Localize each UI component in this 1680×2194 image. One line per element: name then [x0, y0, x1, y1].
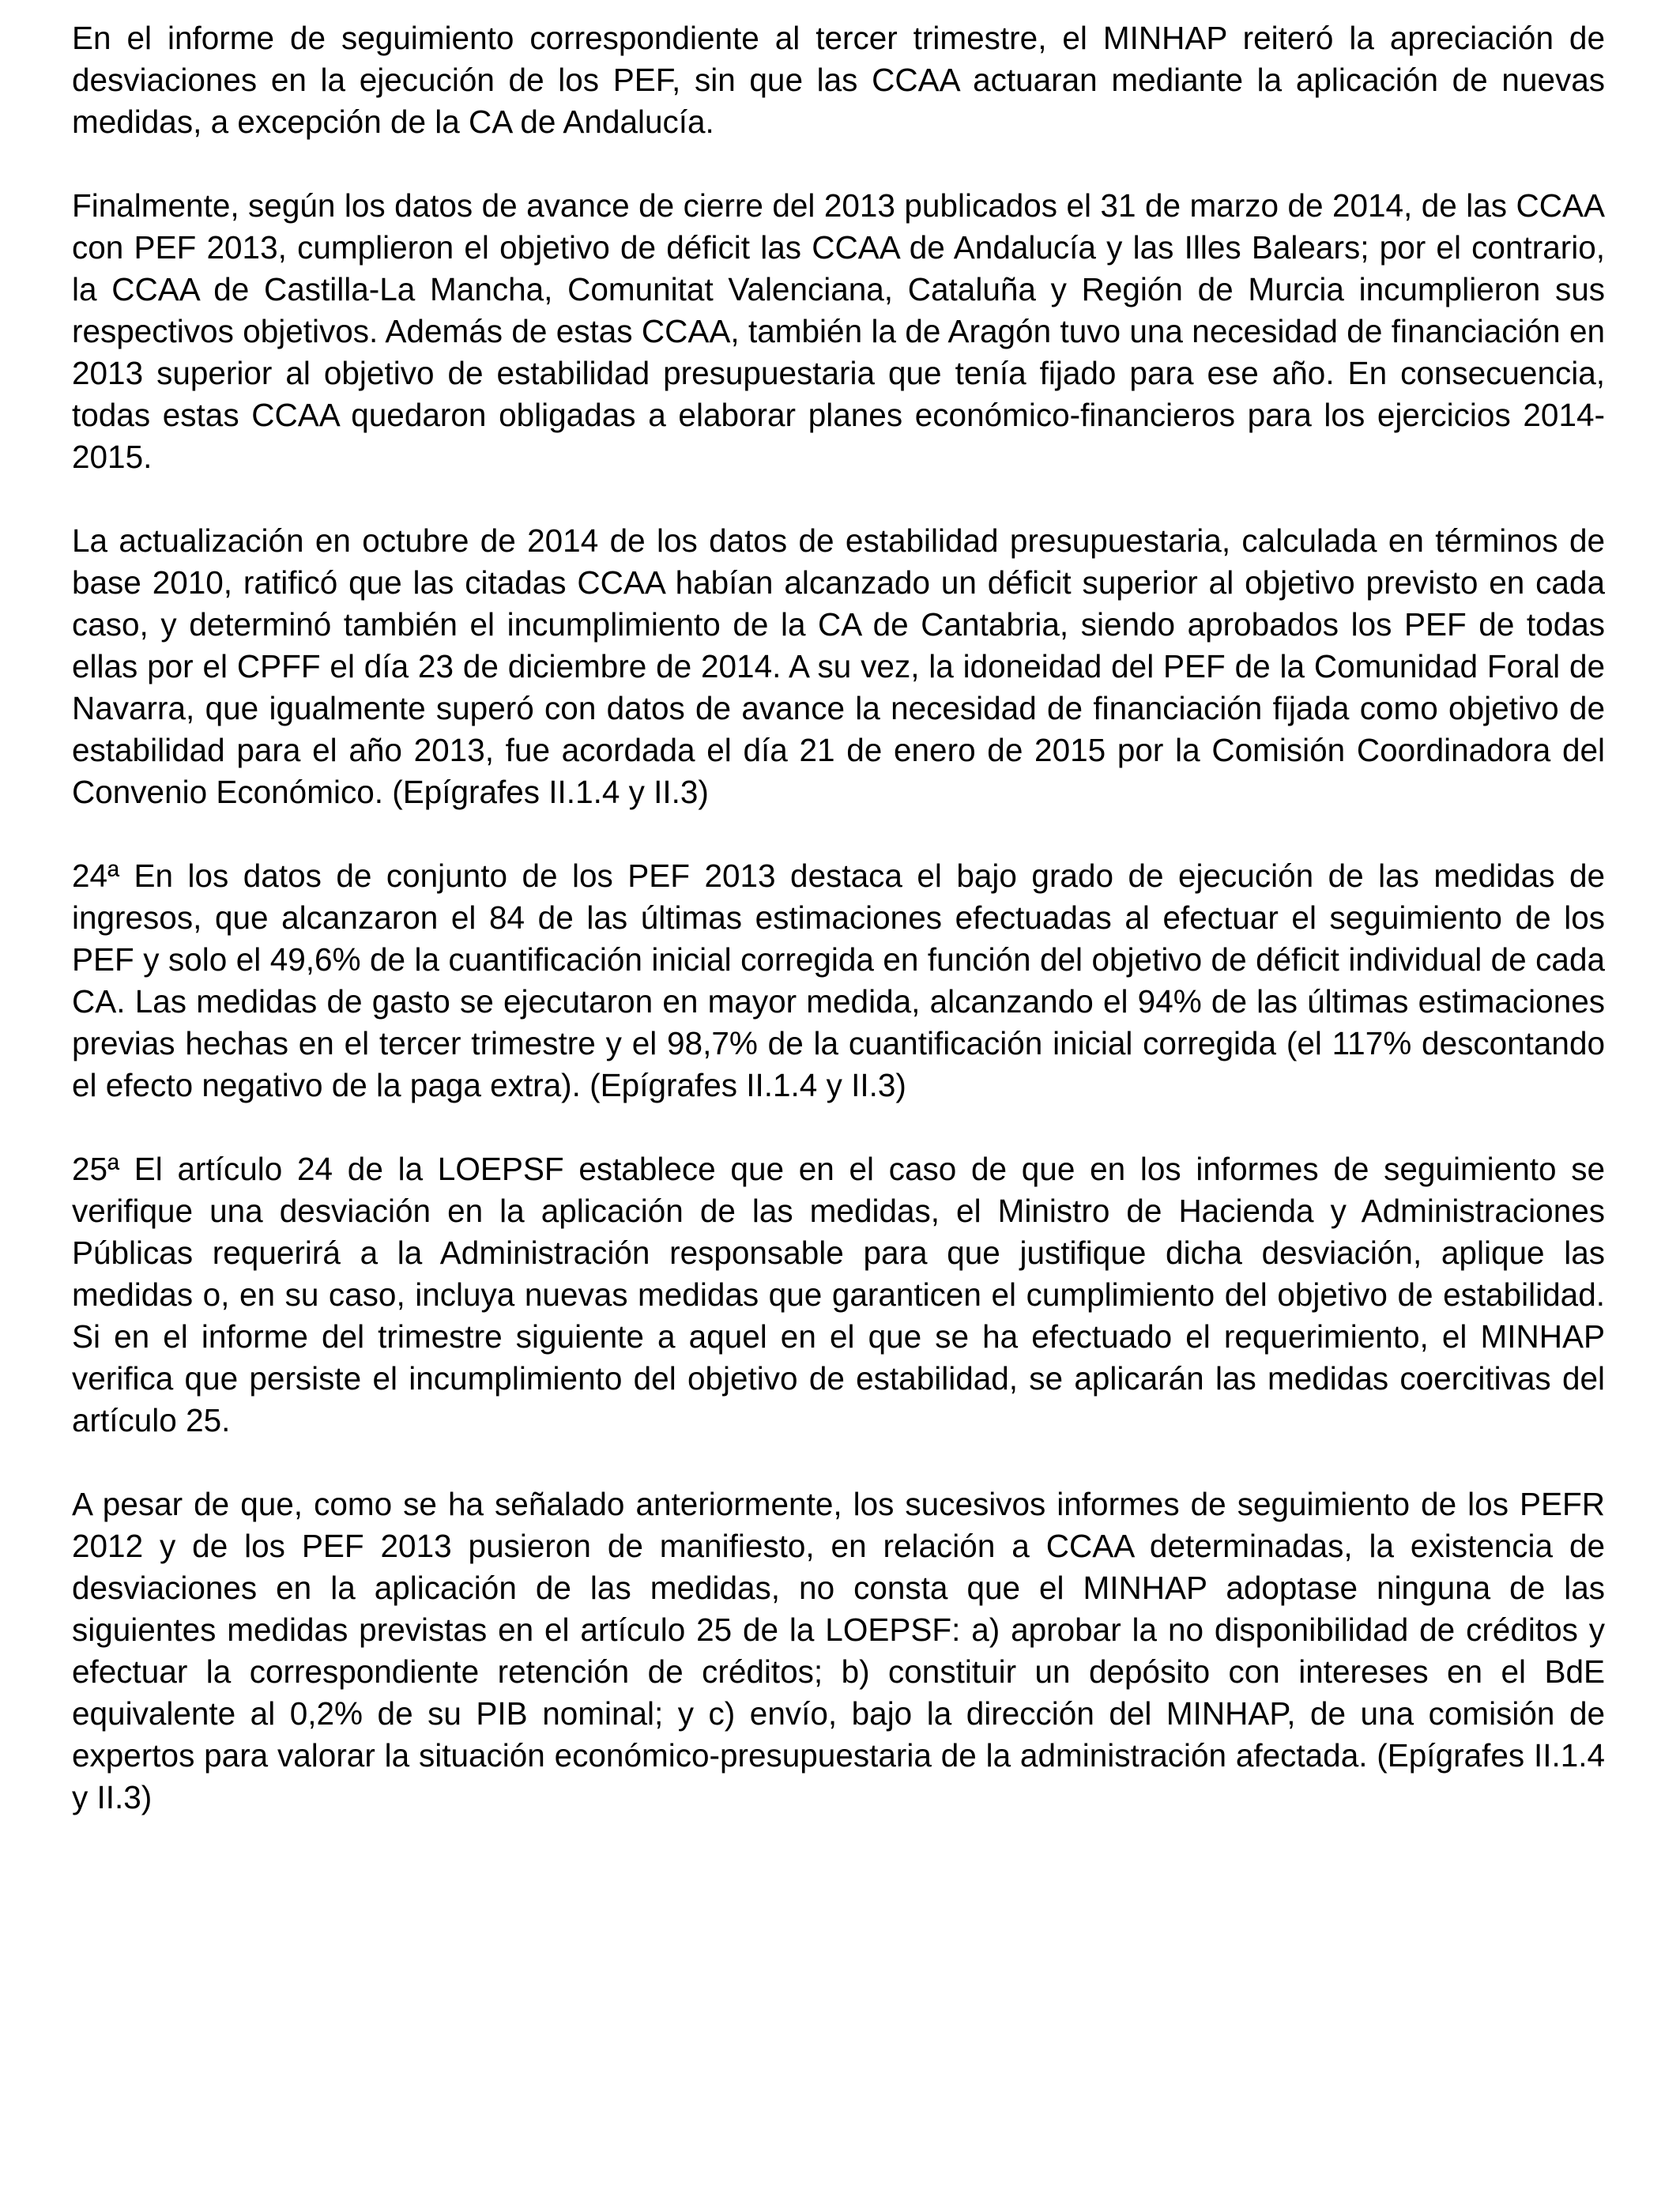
paragraph-2013-closing-data: Finalmente, según los datos de avance de cierre del 2013 publicados el 31 de marzo de 2014, de las CCAA con PEF 2013, cumplieron el objetivo de déficit las CCAA de Andalucía y las Illes Balears; por el contrario, la CCAA de Castilla-La Mancha, Comunitat Valenciana, Cataluña y Región de Murcia incumplieron sus respectivos objetivos. Además de estas CCAA, también la de Aragón tuvo una necesidad de financiación en 2013 superior al objetivo de estabilidad presupuestaria que tenía fijado para ese año. En consecuencia, todas estas CCAA quedaron obligadas a elaborar planes económico-financieros para los ejercicios 2014-2015. [72, 187, 1605, 475]
paragraph-third-quarter-report: En el informe de seguimiento correspondiente al tercer trimestre, el MINHAP reiteró la apreciación de desviaciones en la ejecución de los PEF, sin que las CCAA actuaran mediante la aplicación de nuevas medidas, a excepción de la CA de Andalucía. [72, 20, 1605, 140]
paragraph-conclusion-24: 24ª En los datos de conjunto de los PEF 2013 destaca el bajo grado de ejecución de las medidas de ingresos, que alcanzaron el 84 de las últimas estimaciones efectuadas al efectuar el seguimiento de los PEF y solo el 49,6% de la cuantificación inicial corregida en función del objetivo de déficit individual de cada CA. Las medidas de gasto se ejecutaron en mayor medida, alcanzando el 94% de las últimas estimaciones previas hechas en el tercer trimestre y el 98,7% de la cuantificación inicial corregida (el 117% descontando el efecto negativo de la paga extra). (Epígrafes II.1.4 y II.3) [72, 858, 1605, 1103]
paragraph-article-25-measures: A pesar de que, como se ha señalado anteriormente, los sucesivos informes de seguimiento de los PEFR 2012 y de los PEF 2013 pusieron de manifiesto, en relación a CCAA determinadas, la existencia de desviaciones en la aplicación de las medidas, no consta que el MINHAP adoptase ninguna de las siguientes medidas previstas en el artículo 25 de la LOEPSF: a) aprobar la no disponibilidad de créditos y efectuar la correspondiente retención de créditos; b) constituir un depósito con intereses en el BdE equivalente al 0,2% de su PIB nominal; y c) envío, bajo la dirección del MINHAP, de una comisión de expertos para valorar la situación económico-presupuestaria de la administración afectada. (Epígrafes II.1.4 y II.3) [72, 1486, 1605, 1815]
paragraph-october-2014-update: La actualización en octubre de 2014 de los datos de estabilidad presupuestaria, calculada en términos de base 2010, ratificó que las citadas CCAA habían alcanzado un déficit superior al objetivo previsto en cada caso, y determinó también el incumplimiento de la CA de Cantabria, siendo aprobados los PEF de todas ellas por el CPFF el día 23 de diciembre de 2014. A su vez, la idoneidad del PEF de la Comunidad Foral de Navarra, que igualmente superó con datos de avance la necesidad de financiación fijada como objetivo de estabilidad para el año 2013, fue acordada el día 21 de enero de 2015 por la Comisión Coordinadora del Convenio Económico. (Epígrafes II.1.4 y II.3) [72, 522, 1605, 810]
paragraph-conclusion-25: 25ª El artículo 24 de la LOEPSF establece que en el caso de que en los informes de seguimiento se verifique una desviación en la aplicación de las medidas, el Ministro de Hacienda y Administraciones Públicas requerirá a la Administración responsable para que justifique dicha desviación, aplique las medidas o, en su caso, incluya nuevas medidas que garanticen el cumplimiento del objetivo de estabilidad. Si en el informe del trimestre siguiente a aquel en el que se ha efectuado el requerimiento, el MINHAP verifica que persiste el incumplimiento del objetivo de estabilidad, se aplicarán las medidas coercitivas del artículo 25. [72, 1151, 1605, 1438]
